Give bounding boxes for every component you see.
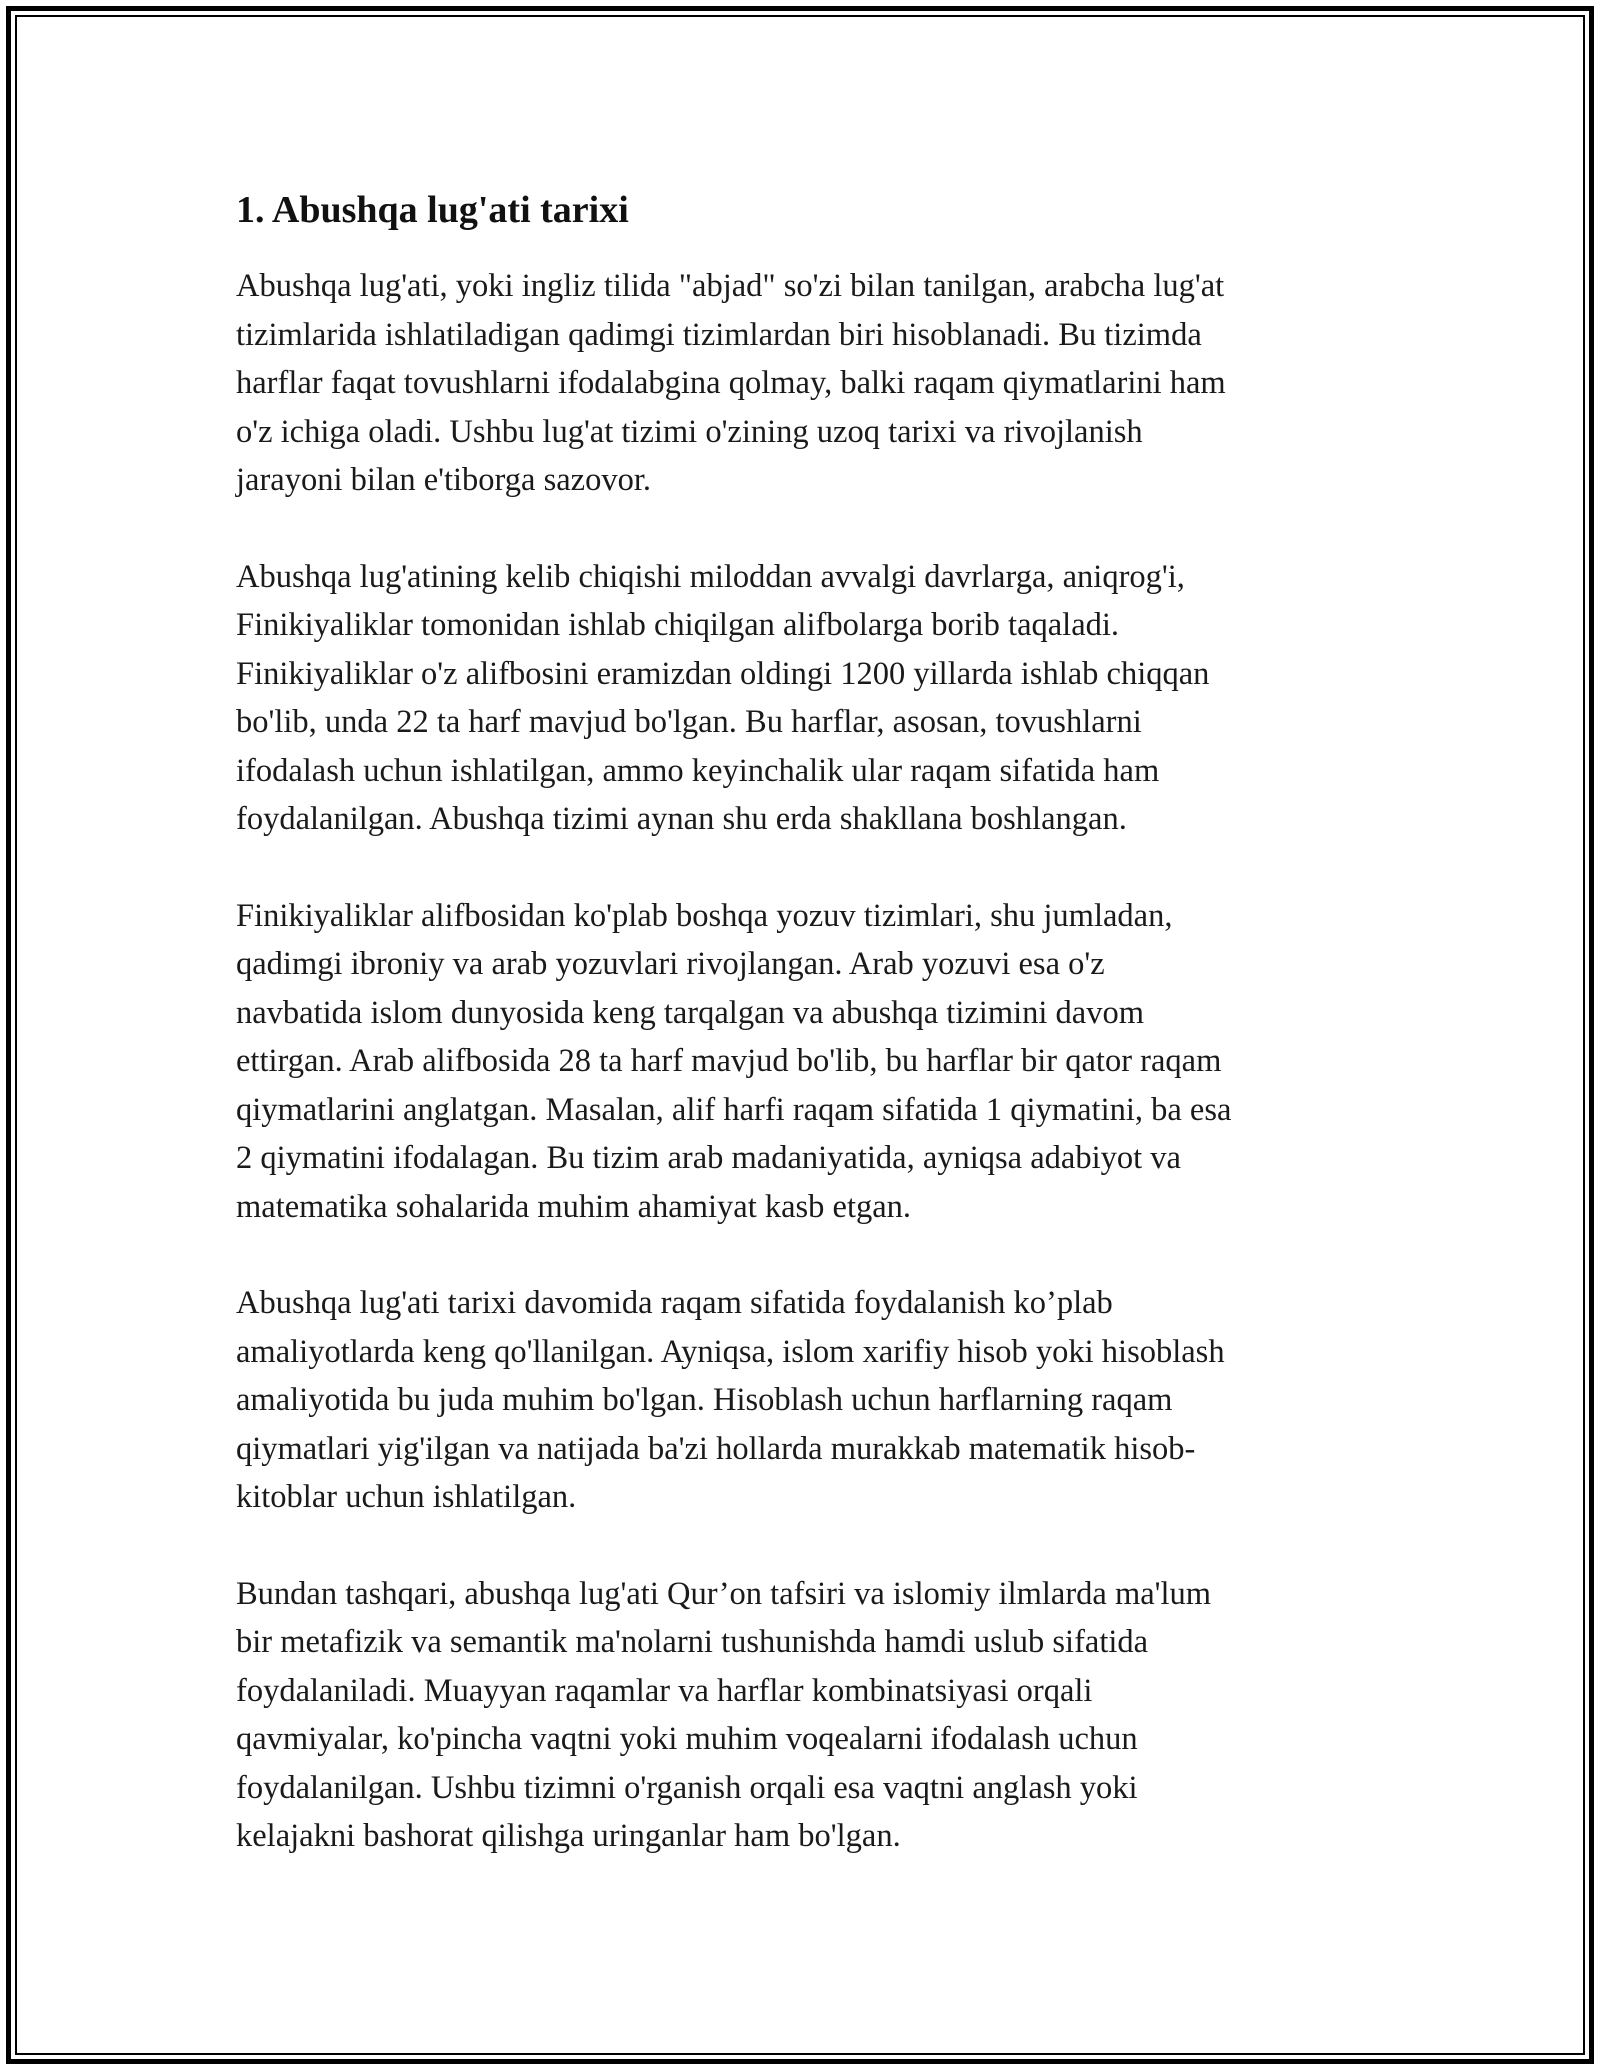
paragraph-4 [236,1279,1376,1522]
paragraph-line: foydalanilgan. Abushqa tizimi aynan shu erda shakllana boshlangan. [236,801,1127,837]
paragraph-line: Abushqa lug'atining kelib chiqishi miloddan avvalgi davrlarga, aniqrog'i, [236,558,1185,595]
paragraph-line: Finikiyaliklar tomonidan ishlab chiqilgan alifbolarga borib taqaladi. [236,607,1120,643]
paragraph-line: qiymatlari yig'ilgan va natijada ba'zi hollarda murakkab matematik hisob- [236,1430,1196,1467]
paragraph-3 [236,892,1376,1232]
paragraph-line: matematika sohalarida muhim ahamiyat kasb etgan. [236,1188,912,1225]
paragraph-line: o'z ichiga oladi. Ushbu lug'at tizimi o'zining uzoq tarixi va rivojlanish [236,413,1143,450]
paragraph-line: amaliyotlarda keng qo'llanilgan. Ayniqsa, islom xarifiy hisob yoki hisoblash [236,1333,1225,1370]
paragraph-line: bo'lib, unda 22 ta harf mavjud bo'lgan. Bu harflar, asosan, tovushlarni [236,704,1142,740]
paragraph-line: Abushqa lug'ati, yoki ingliz tilida "abjad" so'zi bilan tanilgan, arabcha lug'at [236,268,1225,304]
document-body [236,186,1376,1909]
paragraph-line: Bundan tashqari, abushqa lug'ati Qur’on tafsiri va islomiy ilmlarda ma'lum [236,1575,1212,1612]
paragraph-line: Finikiyaliklar alifbosidan ko'plab boshqa yozuv tizimlari, shu jumladan, [236,897,1173,934]
paragraph-line: Finikiyaliklar o'z alifbosini eramizdan oldingi 1200 yillarda ishlab chiqqan [236,655,1210,692]
document-title: 1. Abushqa lug'ati tarixi [236,189,629,231]
paragraph-line: amaliyotida bu juda muhim bo'lgan. Hisoblash uchun harflarning raqam [236,1382,1173,1418]
paragraph-line: harflar faqat tovushlarni ifodalabgina qolmay, balki raqam qiymatlarini ham [236,365,1226,401]
paragraph-line: foydalanilgan. Ushbu tizimni o'rganish orqali esa vaqtni anglash yoki [236,1769,1138,1806]
paragraph-line: qavmiyalar, ko'pincha vaqtni yoki muhim voqealarni ifodalash uchun [236,1721,1138,1757]
paragraph-line: tizimlarida ishlatiladigan qadimgi tizimlardan biri hisoblanadi. Bu tizimda [236,316,1202,353]
paragraph-line: navbatida islom dunyosida keng tarqalgan va abushqa tizimini davom [236,994,1144,1031]
paragraph-5 [236,1570,1376,1861]
paragraph-line: bir metafizik va semantik ma'nolarni tushunishda hamdi uslub sifatida [236,1624,1149,1660]
paragraph-line: Abushqa lug'ati tarixi davomida raqam sifatida foydalanish ko’plab [236,1285,1113,1321]
paragraph-line: qiymatlarini anglatgan. Masalan, alif harfi raqam sifatida 1 qiymatini, ba esa [236,1091,1232,1128]
paragraph-2 [236,553,1376,844]
paragraph-1 [236,262,1376,505]
paragraph-line: ifodalash uchun ishlatilgan, ammo keyinchalik ular raqam sifatida ham [236,752,1160,789]
paragraph-line: kitoblar uchun ishlatilgan. [236,1479,577,1515]
paragraph-line: ettirgan. Arab alifbosida 28 ta harf mavjud bo'lib, bu harflar bir qator raqam [236,1043,1222,1079]
paragraph-line: foydalaniladi. Muayyan raqamlar va harflar kombinatsiyasi orqali [236,1672,1093,1709]
paragraph-line: 2 qiymatini ifodalagan. Bu tizim arab madaniyatida, ayniqsa adabiyot va [236,1140,1181,1176]
paragraph-line: kelajakni bashorat qilishga uringanlar ham bo'lgan. [236,1818,901,1854]
paragraph-line: qadimgi ibroniy va arab yozuvlari rivojlangan. Arab yozuvi esa o'z [236,946,1105,982]
paragraph-line: jarayoni bilan e'tiborga sazovor. [236,462,651,498]
